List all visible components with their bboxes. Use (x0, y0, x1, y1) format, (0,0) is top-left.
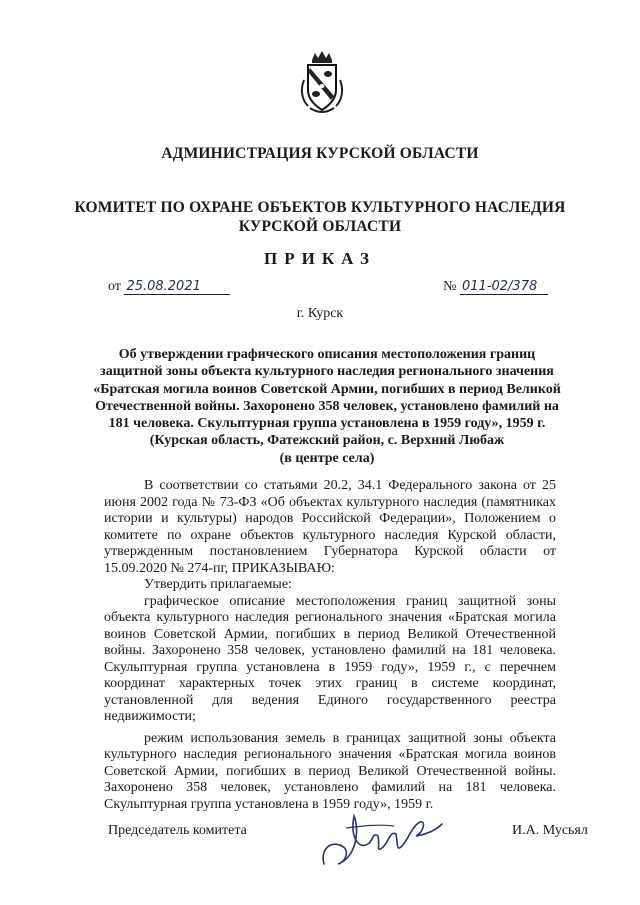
subject-line: (в центре села) (279, 450, 375, 466)
committee-title-line: КОМИТЕТ ПО ОХРАНЕ ОБЪЕКТОВ КУЛЬТУРНОГО НАСЛЕДИЯ (74, 199, 566, 216)
document-type-title: ПРИКАЗ (264, 249, 376, 268)
number-value: 011-02/378 (460, 279, 548, 295)
order-number (443, 279, 548, 295)
number-prefix: № (443, 279, 457, 294)
body-paragraph: графическое описание местоположения границ защитной зоны объекта культурного наследия регионального значения «Братская могила воинов Советской Армии, погибших в период Великой Отечественной войны. Захоронено 358 человек, установлено фамилий на 181 человека. Скульптурная группа установлена в 1959 году», 1959 г., с перечнем координат характерных точек этих границ в системе координат, установленной для ведения Единого государственного реестра недвижимости; (104, 593, 556, 724)
subject-line: Отечественной войны. Захоронено 358 человек, установлено фамилий на (95, 398, 559, 414)
handwritten-signature (316, 806, 448, 870)
date-prefix: от (108, 279, 121, 294)
order-subject (92, 346, 562, 467)
subject-line: Об утверждении графического описания местоположения границ (118, 347, 536, 362)
body-paragraph: режим использования земель в границах защитной зоны объекта культурного наследия регионального значения «Братская могила воинов Советской Армии, погибших в период Великой Отечественной войны. Захоронено 358 человек, установлено фамилий на 181 человека. Скульптурная группа установлена в 1959 году», 1959 г. (104, 730, 556, 812)
signer-name: И.А. Мусьял (512, 823, 588, 838)
date-value: 25.08.2021 (124, 279, 230, 295)
body-paragraph: В соответствии со статьями 20.2, 34.1 Федерального закона от 25 июня 2002 года № 73-ФЗ «Об объектах культурного наследия (памятниках истории и культуры) народов Российской Федерации», Положением о комитете по охране объектов культурного наследия Курской области, утвержденным постановлением Губернатора Курской области от 15.09.2020 № 274-пг, ПРИКАЗЫВАЮ: (104, 478, 556, 576)
order-date (108, 279, 230, 295)
order-body (104, 478, 556, 813)
committee-title-line: КУРСКОЙ ОБЛАСТИ (238, 218, 402, 235)
subject-line: 181 человека. Скульптурная группа установлена в 1959 году», 1959 г. (108, 416, 546, 432)
body-paragraph: Утвердить прилагаемые: (144, 577, 292, 592)
committee-title (0, 198, 640, 236)
subject-line: защитной зоны объекта культурного наследия регионального значения (100, 364, 554, 380)
signer-title: Председатель комитета (108, 823, 247, 838)
subject-line: «Братская могила воинов Советской Армии, погибших в период Великой (93, 381, 561, 397)
kursk-coat-of-arms-icon (298, 50, 346, 116)
city: г. Курск (296, 306, 344, 321)
administration-title: АДМИНИСТРАЦИЯ КУРСКОЙ ОБЛАСТИ (161, 145, 479, 162)
subject-line: (Курская область, Фатежский район, с. Верхний Любаж (149, 433, 505, 449)
